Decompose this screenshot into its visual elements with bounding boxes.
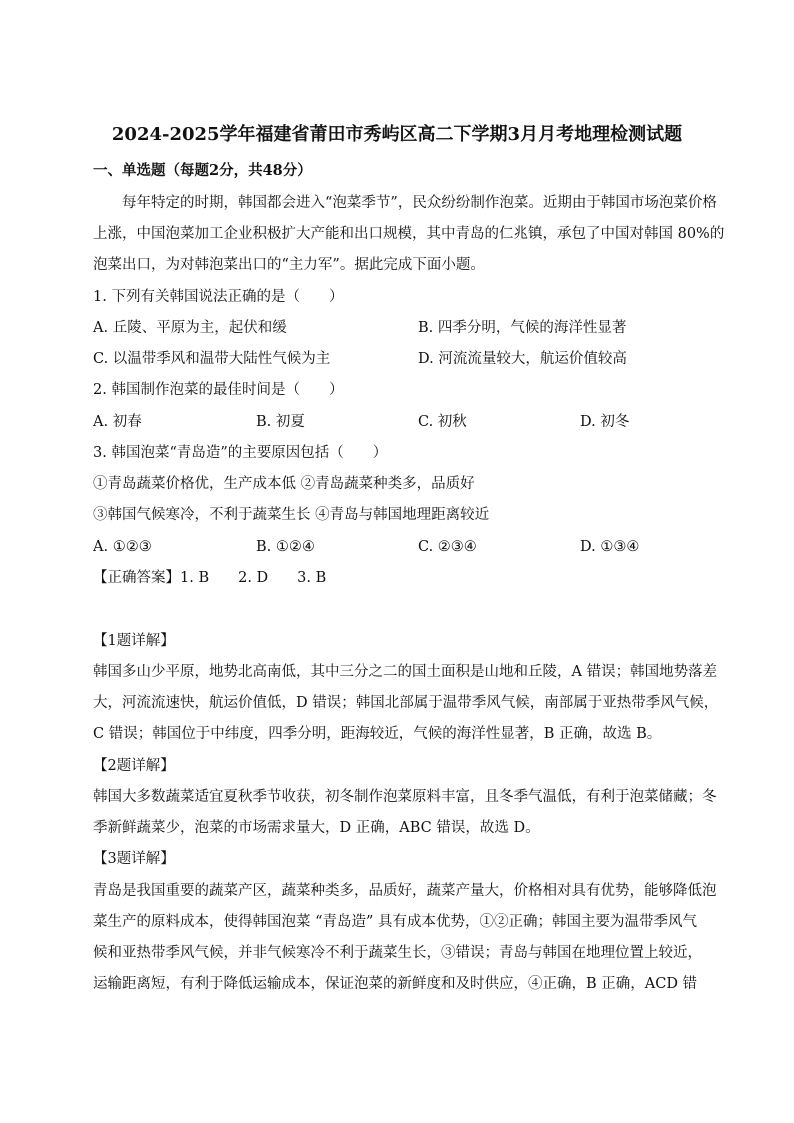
q3-option-b: B. ①②④ bbox=[256, 539, 315, 555]
explanation-3-line: 运输距离短，有利于降低运输成本，保证泡菜的新鲜度和及时供应，④正确，B 正确，ACD 错 bbox=[93, 976, 698, 992]
explanation-1-line: 大，河流流速快，航运价值低，D 错误；韩国北部属于温带季风气候，南部属于亚热带季风气候， bbox=[93, 695, 719, 711]
explanation-3-heading: 【3题详解】 bbox=[93, 851, 175, 867]
explanation-3-line: 菜生产的原料成本，使得韩国泡菜 “青岛造” 具有成本优势，①②正确；韩国主要为温带季风气 bbox=[93, 914, 698, 930]
q3-option-d: D. ①③④ bbox=[580, 539, 640, 555]
section-heading: 一、单选题（每题2分，共48分） bbox=[93, 162, 312, 179]
explanation-1-heading: 【1题详解】 bbox=[93, 633, 175, 649]
q3-option-a: A. ①②③ bbox=[93, 539, 152, 555]
answer-key: 【正确答案】1. B 2. D 3. B bbox=[93, 570, 327, 586]
q1-option-c: C. 以温带季风和温带大陆性气候为主 bbox=[93, 351, 331, 367]
q1-option-d: D. 河流流量较大，航运价值较高 bbox=[418, 351, 627, 367]
q2-option-b: B. 初夏 bbox=[256, 414, 305, 430]
intro-line-2: 上涨，中国泡菜加工企业积极扩大产能和出口规模，其中青岛的仁兆镇，承包了中国对韩国 80%的 bbox=[93, 226, 725, 242]
q2-option-c: C. 初秋 bbox=[418, 414, 467, 430]
q3-option-c: C. ②③④ bbox=[418, 539, 477, 555]
intro-line-1: 每年特定的时期，韩国都会进入“泡菜季节”，民众纷纷制作泡菜。近期由于韩国市场泡菜价格 bbox=[122, 195, 717, 211]
explanation-2-heading: 【2题详解】 bbox=[93, 758, 175, 774]
explanation-3-line: 青岛是我国重要的蔬菜产区，蔬菜种类多，品质好，蔬菜产量大，价格相对具有优势，能够降低泡 bbox=[93, 883, 717, 899]
q2-option-a: A. 初春 bbox=[93, 414, 142, 430]
q3-statement-line-2: ③韩国气候寒冷，不利于蔬菜生长 ④青岛与韩国地理距离较近 bbox=[93, 507, 490, 523]
q2-option-d: D. 初冬 bbox=[580, 414, 630, 430]
explanation-3-line: 候和亚热带季风气候，并非气候寒冷不利于蔬菜生长，③错误；青岛与韩国在地理位置上较近， bbox=[93, 945, 702, 961]
question-1-stem: 1. 下列有关韩国说法正确的是（ ） bbox=[93, 289, 344, 305]
explanation-2-line: 韩国大多数蔬菜适宜夏秋季节收获，初冬制作泡菜原料丰富，且冬季气温低，有利于泡菜储藏；冬 bbox=[93, 789, 717, 805]
question-3-stem: 3. 韩国泡菜“青岛造”的主要原因包括（ ） bbox=[93, 445, 388, 461]
q1-option-a: A. 丘陵、平原为主，起伏和缓 bbox=[93, 320, 287, 336]
q3-statement-line-1: ①青岛蔬菜价格优，生产成本低 ②青岛蔬菜种类多，品质好 bbox=[93, 476, 475, 492]
explanation-1-line: C 错误；韩国位于中纬度，四季分明，距海较近，气候的海洋性显著，B 正确，故选 B。 bbox=[93, 726, 662, 742]
q1-option-b: B. 四季分明，气候的海洋性显著 bbox=[418, 320, 627, 336]
question-2-stem: 2. 韩国制作泡菜的最佳时间是（ ） bbox=[93, 382, 344, 398]
explanation-1-line: 韩国多山少平原，地势北高南低，其中三分之二的国土面积是山地和丘陵，A 错误；韩国地势落差 bbox=[93, 664, 718, 680]
explanation-2-line: 季新鲜蔬菜少，泡菜的市场需求量大，D 正确，ABC 错误，故选 D。 bbox=[93, 820, 540, 836]
intro-line-3: 泡菜出口，为对韩泡菜出口的“主力军”。据此完成下面小题。 bbox=[93, 257, 485, 273]
page-title: 2024-2025学年福建省莆田市秀屿区高二下学期3月月考地理检测试题 bbox=[111, 124, 683, 145]
